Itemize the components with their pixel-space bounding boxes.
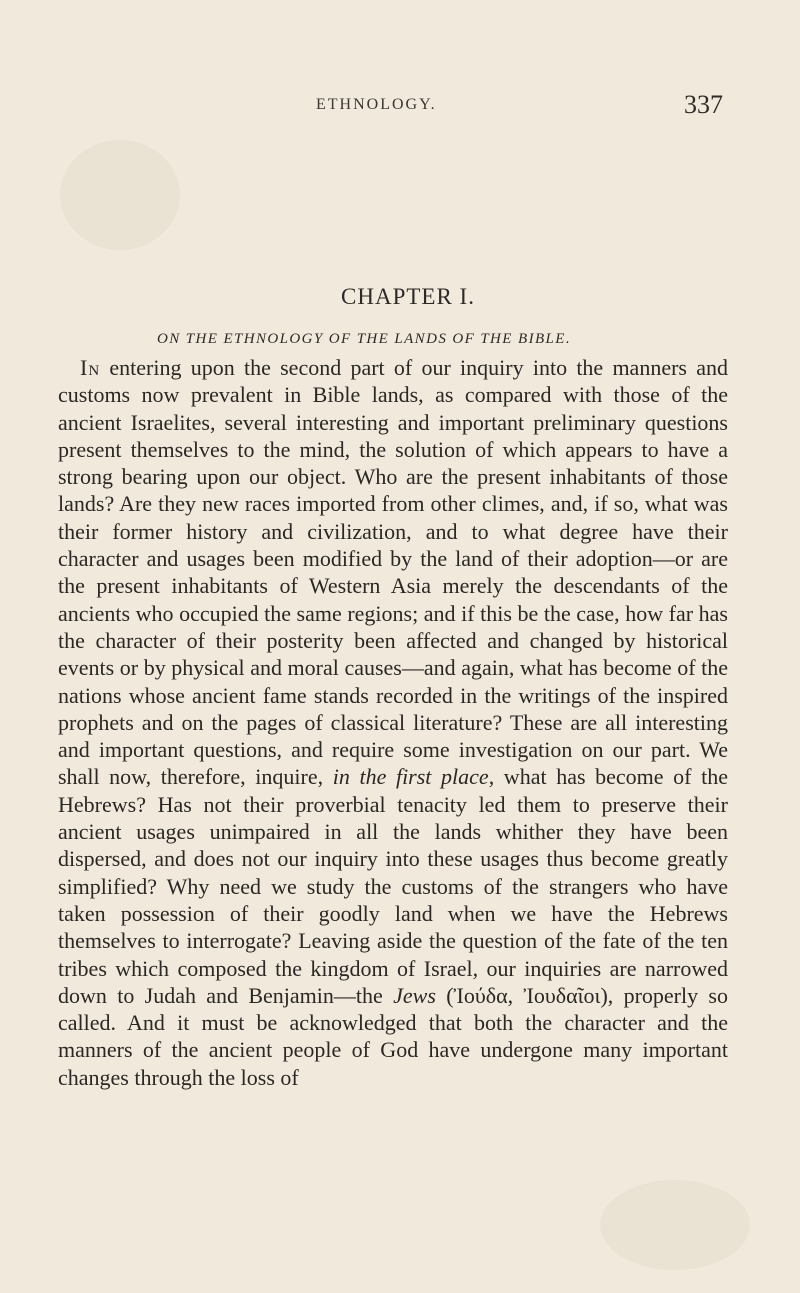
paper-stain (60, 140, 180, 250)
text-run: , properly so called. And it must be acknowledged that both the character and the manners of the ancient people of God have undergone many important changes through the loss of (58, 982, 728, 1090)
text-run: entering upon the second part of our inquiry into the manners and customs now prevalent in Bible lands, as compared with those of the ancient Israelites, several interesting and important preliminary questions present themselves to the mind, the solution of which appears to have a strong bearing upon our object. Who are the present inhabitants of those lands? Are they new races imported from other climes, and, if so, what was their former history and civilization, and to what degree have their character and usages been modified by the land of their adoption—or are the present inhabitants of Western Asia merely the descendants of the ancients who occupied the same regions; and if this be the case, how far has the character of their posterity been affected and changed by historical events or by physical and moral causes—and again, what has become of the nations whose ancient fame stands recorded in the writings of the inspired prophets and on the pages of classical literature? These are all interesting and important questions, and require some investigation on our part. We shall now, therefore, inquire, (58, 355, 728, 790)
greek-words: (Ἰούδα, Ἰουδαῖοι) (435, 982, 608, 1008)
page-number: 337 (684, 90, 723, 119)
chapter-title: CHAPTER I. (341, 284, 475, 309)
page-header (316, 90, 723, 124)
paragraph (58, 354, 728, 1091)
italic-phrase: in the first place (332, 764, 489, 790)
running-head: ETHNOLOGY. (316, 96, 437, 113)
text-run: , what has become of the Hebrews? Has not their proverbial tenacity led them to preserve their ancient usages unimpaired in all the lands whither they have been dispersed, and does not our inquiry into these usages thus become greatly simplified? Why need we study the customs of the strangers who have taken possession of their goodly land when we have the Hebrews themselves to interrogate? Leaving aside the question of the fate of the ten tribes which composed the kingdom of Israel, our inquiries are narrowed down to Judah and Benjamin—the (58, 764, 729, 1008)
italic-jews: Jews (393, 982, 436, 1008)
opening-word: In (80, 355, 101, 380)
paper-stain (600, 1180, 750, 1270)
body-text (58, 354, 728, 1091)
chapter-subtitle: ON THE ETHNOLOGY OF THE LANDS OF THE BIBLE. (157, 331, 571, 347)
